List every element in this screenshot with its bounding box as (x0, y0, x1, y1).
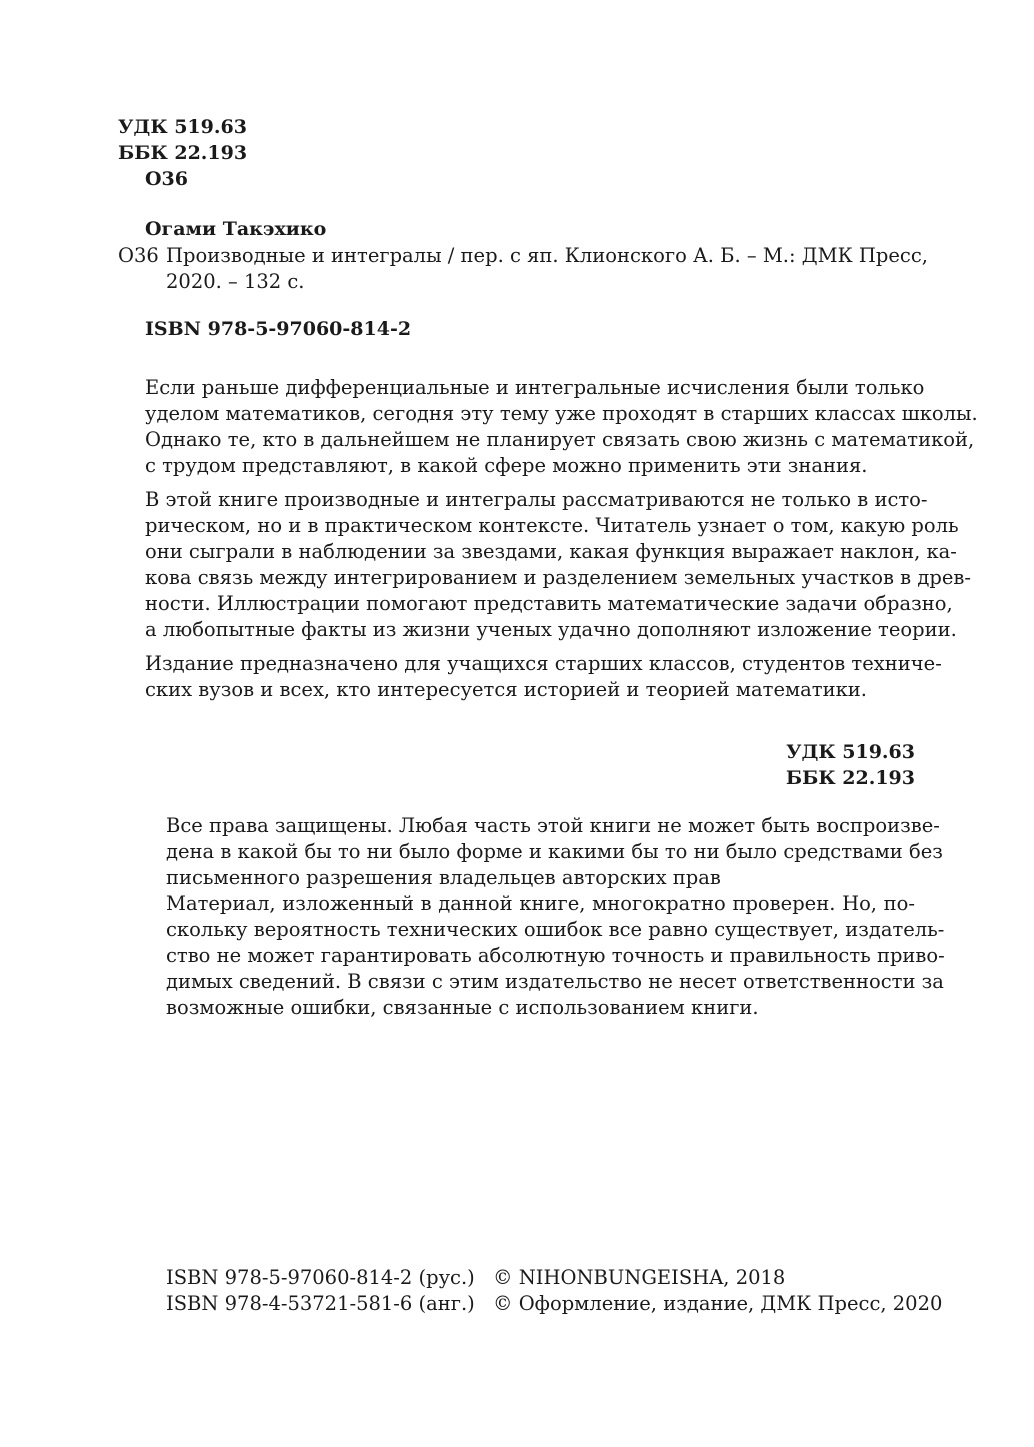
annotation-p1-line3: Однако те, кто в дальнейшем не планирует связать свою жизнь с математикой, (145, 428, 975, 451)
rights-p2-line4: димых сведений. В связи с этим издательство не несет ответственности за (166, 970, 944, 993)
footer-isbn-ru: ISBN 978-5-97060-814-2 (рус.) (166, 1266, 475, 1289)
rights-p1-line1: Все права защищены. Любая часть этой книги не может быть воспроизве- (166, 814, 940, 837)
annotation-p2-line5: ности. Иллюстрации помогают представить математические задачи образно, (145, 592, 953, 615)
annotation-p2-line6: а любопытные факты из жизни ученых удачно дополняют изложение теории. (145, 618, 957, 641)
annotation-p2-line4: кова связь между интегрированием и разделением земельных участков в древ- (145, 566, 971, 589)
rights-p2-line5: возможные ошибки, связанные с использованием книги. (166, 996, 759, 1019)
annotation-p1-line1: Если раньше дифференциальные и интегральные исчисления были только (145, 376, 925, 399)
catalog-code: О36 (118, 244, 159, 267)
rights-p1-line3: письменного разрешения владельцев авторских прав (166, 866, 721, 889)
annotation-p2-line3: они сыграли в наблюдении за звездами, какая функция выражает наклон, ка- (145, 540, 957, 563)
annotation-p1-line4: с трудом представляют, в какой сфере можно применить эти знания. (145, 454, 868, 477)
header-bbk: ББК 22.193 (118, 142, 248, 164)
rights-p2-line1: Материал, изложенный в данной книге, многократно проверен. Но, по- (166, 892, 915, 915)
footer-copyright-original: © NIHONBUNGEISHA, 2018 (493, 1266, 786, 1289)
annotation-p2-line1: В этой книге производные и интегралы рассматриваются не только в исто- (145, 488, 928, 511)
header-code: О36 (145, 168, 188, 190)
catalog-description-line2: 2020. – 132 с. (166, 270, 305, 293)
header-udk: УДК 519.63 (118, 116, 247, 138)
rights-p2-line3: ство не может гарантировать абсолютную точность и правильность приво- (166, 944, 945, 967)
rights-p2-line2: скольку вероятность технических ошибок все равно существует, издатель- (166, 918, 945, 941)
annotation-p3-line1: Издание предназначено для учащихся старших классов, студентов техниче- (145, 652, 942, 675)
rights-p1-line2: дена в какой бы то ни было форме и какими бы то ни было средствами без (166, 840, 943, 863)
classification-bbk: ББК 22.193 (785, 767, 915, 789)
annotation-p1-line2: уделом математиков, сегодня эту тему уже проходят в старших классах школы. (145, 402, 978, 425)
footer-isbn-orig: ISBN 978-4-53721-581-6 (анг.) (166, 1292, 475, 1315)
catalog-author: Огами Такэхико (145, 218, 327, 240)
footer-copyright-edition: © Оформление, издание, ДМК Пресс, 2020 (493, 1292, 943, 1315)
catalog-isbn: ISBN 978-5-97060-814-2 (145, 318, 412, 340)
classification-udk: УДК 519.63 (786, 741, 915, 763)
catalog-description-line1: Производные и интегралы / пер. с яп. Клионского А. Б. – М.: ДМК Пресс, (166, 244, 928, 267)
annotation-p3-line2: ских вузов и всех, кто интересуется историей и теорией математики. (145, 678, 867, 701)
annotation-p2-line2: рическом, но и в практическом контексте. Читатель узнает о том, какую роль (145, 514, 959, 537)
